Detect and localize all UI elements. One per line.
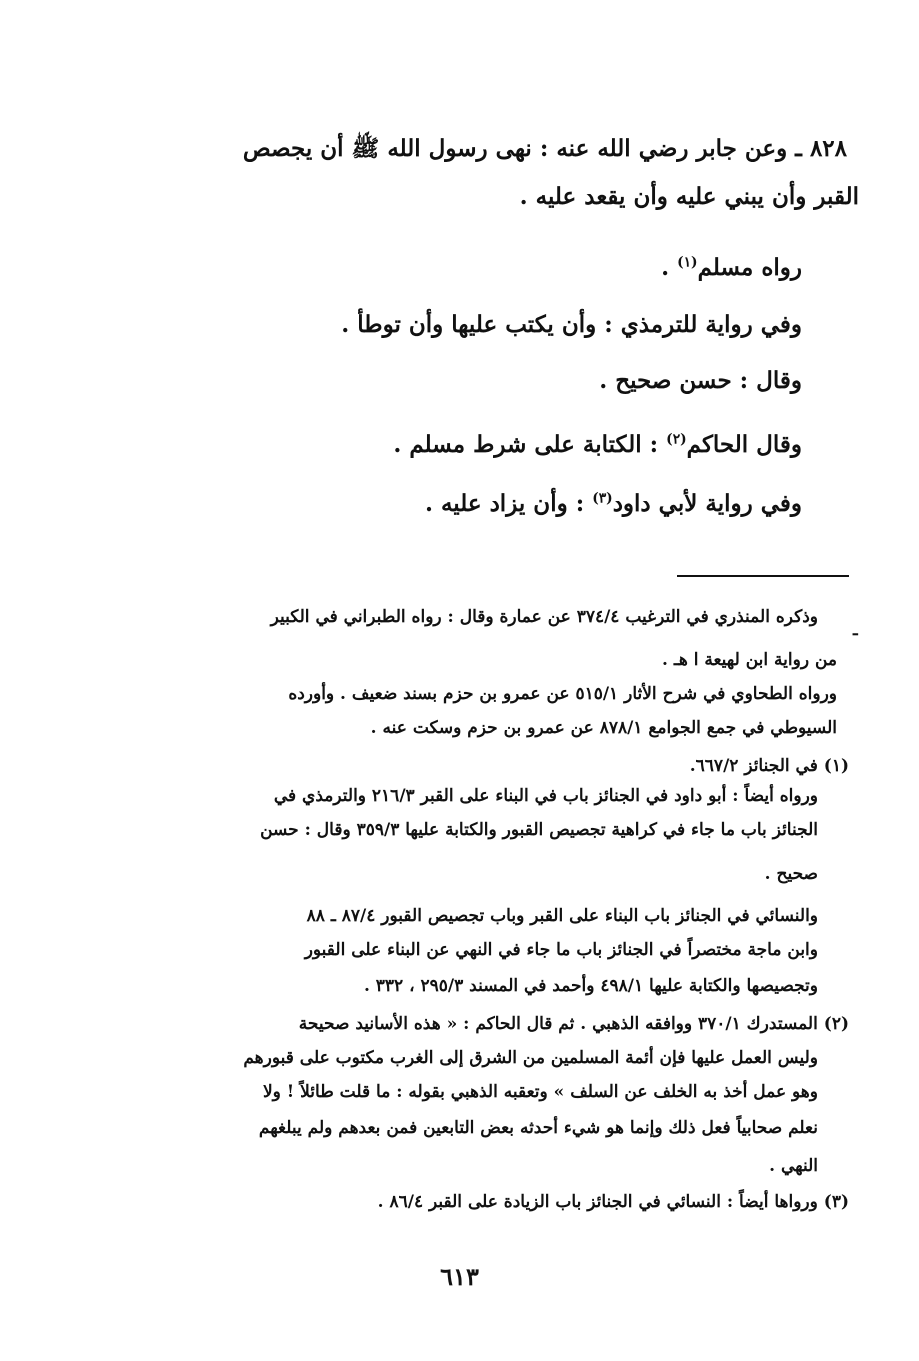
footnote-continuation-line-3: ورواه الطحاوي في شرح الأثار ٥١٥/١ عن عمرو بن حزم بسند ضعيف . وأورده	[288, 684, 837, 704]
hasan-sahih-line: وقال : حسن صحيح .	[599, 367, 802, 394]
abudawud-text: : وأن يزاد عليه .	[424, 490, 585, 517]
hakim-text: : الكتابة على شرط مسلم .	[393, 431, 659, 458]
hadith-line-1: ٨٢٨ ـ وعن جابر رضي الله عنه : نهى رسول الله ﷺ أن يجصص	[242, 135, 847, 162]
hakim-prefix: وقال الحاكم	[686, 431, 802, 458]
footnote-1-line-1: (١) في الجنائز ٦٦٧/٢.	[689, 756, 849, 776]
footnote-continuation-line-4: السيوطي في جمع الجوامع ٨٧٨/١ عن عمرو بن حزم وسكت عنه .	[370, 718, 837, 738]
footnote-2-line-2: وليس العمل عليها فإن أئمة المسلمين من الشرق إلى الغرب مكتوب على قبورهم	[243, 1048, 818, 1068]
footnote-1-line-6: وابن ماجة مختصراً في الجنائز باب ما جاء في النهي عن البناء على القبور	[304, 940, 818, 960]
continuation-mark: ـ	[853, 620, 858, 639]
footnote-2-line-4: نعلم صحابياً فعل ذلك وإنما هو شيء أحدثه بعض التابعين فمن بعدهم ولم يبلغهم	[258, 1118, 818, 1138]
hadith-line-2: القبر وأن يبني عليه وأن يقعد عليه .	[519, 183, 859, 210]
footnote-2-line-3: وهو عمل أخذ به الخلف عن السلف » وتعقبه الذهبي بقوله : ما قلت طائلاً ! ولا	[262, 1082, 818, 1102]
riwaya-muslim-text: رواه مسلم	[697, 254, 802, 281]
abudawud-prefix: وفي رواية لأبي داود	[612, 490, 802, 517]
footnote-1-line-4: صحيح .	[764, 864, 818, 884]
footnote-continuation-line-2: من رواية ابن لهيعة ا هـ .	[662, 650, 837, 670]
tirmidhi-line: وفي رواية للترمذي : وأن يكتب عليها وأن توطأ .	[341, 311, 802, 338]
hakim-line	[393, 431, 802, 458]
footnote-ref-1: (١)	[677, 254, 698, 271]
footnote-ref-3: (٣)	[592, 490, 613, 507]
period: .	[661, 254, 670, 281]
footnote-1-line-5: والنسائي في الجنائز باب البناء على القبر وباب تجصيص القبور ٨٧/٤ ـ ٨٨	[306, 906, 818, 926]
footnote-1-line-3: الجنائز باب ما جاء في كراهية تجصيص القبور والكتابة عليها ٣٥٩/٣ وقال : حسن	[260, 820, 818, 840]
footnote-2-line-5: النهي .	[769, 1156, 818, 1176]
footnote-2-line-1: (٢) المستدرك ٣٧٠/١ ووافقه الذهبي . ثم قال الحاكم : « هذه الأسانيد صحيحة	[298, 1014, 849, 1034]
footnote-divider	[677, 575, 849, 577]
abudawud-line	[425, 490, 802, 517]
page-number: ٦١٣	[440, 1262, 479, 1291]
footnote-1-line-7: وتجصيصها والكتابة عليها ٤٩٨/١ وأحمد في المسند ٢٩٥/٣ ، ٣٣٢ .	[363, 976, 818, 996]
riwaya-muslim-line	[661, 254, 802, 281]
footnote-3-line-1: (٣) ورواها أيضاً : النسائي في الجنائز باب الزيادة على القبر ٨٦/٤ .	[377, 1192, 849, 1212]
footnote-ref-2: (٢)	[666, 431, 687, 448]
footnote-1-line-2: ورواه أيضاً : أبو داود في الجنائز باب في البناء على القبر ٢١٦/٣ والترمذي في	[273, 786, 818, 806]
footnote-continuation-line-1: وذكره المنذري في الترغيب ٣٧٤/٤ عن عمارة وقال : رواه الطبراني في الكبير	[270, 607, 818, 627]
